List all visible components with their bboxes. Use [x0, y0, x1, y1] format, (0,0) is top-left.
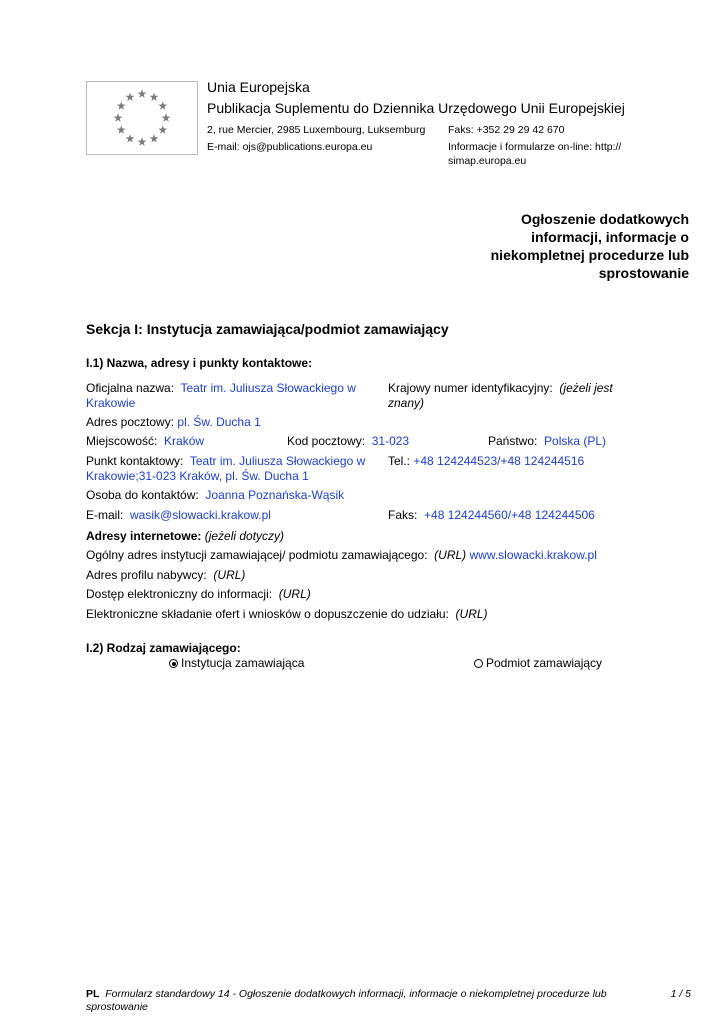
buyer-profile-label: Adres profilu nabywcy: [86, 568, 207, 582]
tel-label: Tel.: [388, 454, 411, 468]
star-icon [158, 101, 167, 109]
national-id-note-1: (jeżeli jest [559, 381, 613, 395]
contact-point-field [86, 454, 381, 484]
star-icon [138, 89, 147, 97]
footer [86, 988, 646, 1014]
internet-note: (jeżeli dotyczy) [204, 529, 285, 543]
electronic-access-url-tag: (URL) [278, 587, 311, 601]
star-icon [126, 93, 135, 101]
general-url-tag: (URL) [434, 548, 467, 562]
star-icon [150, 93, 159, 101]
internet-label: Adresy internetowe: [86, 529, 202, 543]
eu-flag-logo [86, 81, 198, 155]
star-icon [114, 113, 123, 121]
header-publication: Publikacja Suplementu do Dziennika Urzędowego Unii Europejskiej [207, 100, 625, 116]
notice-title: Ogłoszenie dodatkowych informacji, informacje o niekompletnej procedurze lub sprostowanie [490, 211, 689, 281]
country-label: Państwo: [488, 434, 538, 448]
radio-option-contracting-entity[interactable] [474, 656, 602, 671]
header-org: Unia Europejska [207, 79, 310, 95]
postal-label: Adres pocztowy: [86, 415, 175, 429]
footer-text: Formularz standardowy 14 - Ogłoszenie dodatkowych informacji, informacje o niekompletnej procedurze lub sprostowanie [86, 988, 607, 1013]
header-address: 2, rue Mercier, 2985 Luxembourg, Luksemburg [207, 124, 426, 136]
contact-person-value: Joanna Poznańska-Wąsik [205, 488, 345, 502]
official-name-field [86, 381, 376, 411]
radio-option-contracting-authority[interactable] [169, 656, 304, 671]
internet-addresses-heading [86, 529, 284, 544]
fax-value: +48 124244560/+48 124244506 [424, 508, 595, 522]
national-id-label: Krajowy numer identyfikacyjny: [388, 381, 553, 395]
postal-value: pl. Św. Ducha 1 [177, 415, 261, 429]
official-name-value-1: Teatr im. Juliusza Słowackiego w [180, 381, 356, 395]
email-field [86, 508, 271, 523]
fax-label: Faks: [388, 508, 418, 522]
official-name-value-2: Krakowie [86, 396, 136, 410]
general-url-label: Ogólny adres instytucji zamawiającej/ podmiotu zamawiającego: [86, 548, 428, 562]
zip-label: Kod pocztowy: [287, 434, 366, 448]
header-info-line2: simap.europa.eu [448, 155, 527, 167]
national-id-note-2: znany) [388, 396, 425, 410]
electronic-access-field [86, 587, 311, 602]
star-icon [126, 134, 135, 142]
national-id-field [388, 381, 638, 411]
electronic-submission-url-tag: (URL) [455, 607, 488, 621]
electronic-submission-label: Elektroniczne składanie ofert i wniosków o dopuszczenie do udziału: [86, 607, 449, 621]
star-icon [158, 125, 167, 133]
city-value: Kraków [164, 434, 205, 448]
electronic-submission-field [86, 607, 488, 622]
tel-value: +48 124244523/+48 124244516 [413, 454, 585, 468]
city-field [86, 434, 204, 449]
contact-point-value-2: Krakowie;31-023 Kraków, pl. Św. Ducha 1 [86, 469, 309, 483]
country-field [488, 434, 606, 449]
radio-option-1-label: Instytucja zamawiająca [181, 656, 305, 670]
eu-stars-icon [87, 82, 197, 154]
section-title: Sekcja I: Instytucja zamawiająca/podmiot zamawiający [86, 321, 449, 337]
contact-point-value-1: Teatr im. Juliusza Słowackiego w [189, 454, 366, 468]
star-icon [117, 101, 126, 109]
buyer-profile-field [86, 568, 245, 583]
country-value: Polska (PL) [544, 434, 607, 448]
fax-field [388, 508, 595, 523]
contact-point-label: Punkt kontaktowy: [86, 454, 184, 468]
page-number: 1 / 5 [670, 988, 691, 1000]
star-icon [162, 113, 171, 121]
header-info-line1: Informacje i formularze on-line: http:// [448, 141, 622, 153]
radio-unselected-icon[interactable] [474, 659, 483, 668]
postal-address-field [86, 415, 261, 430]
footer-lang: PL [86, 988, 100, 1000]
email-label: E-mail: [86, 508, 124, 522]
radio-selected-icon[interactable] [169, 659, 178, 668]
star-icon [117, 125, 126, 133]
city-label: Miejscowość: [86, 434, 158, 448]
zip-field [287, 434, 409, 449]
official-name-label: Oficjalna nazwa: [86, 381, 175, 395]
header-email: E-mail: ojs@publications.europa.eu [207, 141, 373, 153]
subsection-title-1-2: I.2) Rodzaj zamawiającego: [86, 641, 241, 655]
radio-option-2-label: Podmiot zamawiający [486, 656, 603, 670]
zip-value: 31-023 [371, 434, 410, 448]
email-value: wasik@slowacki.krakow.pl [130, 508, 271, 522]
buyer-profile-url-tag: (URL) [213, 568, 246, 582]
subsection-title-1-1: I.1) Nazwa, adresy i punkty kontaktowe: [86, 356, 313, 370]
star-icon [150, 134, 159, 142]
electronic-access-label: Dostęp elektroniczny do informacji: [86, 587, 273, 601]
tel-field [388, 454, 584, 469]
contact-person-field [86, 488, 344, 503]
header-fax: Faks: +352 29 29 42 670 [448, 124, 565, 136]
general-url-field [86, 548, 597, 563]
contact-person-label: Osoba do kontaktów: [86, 488, 199, 502]
star-icon [138, 137, 147, 145]
general-url-link[interactable]: www.slowacki.krakow.pl [469, 548, 597, 562]
